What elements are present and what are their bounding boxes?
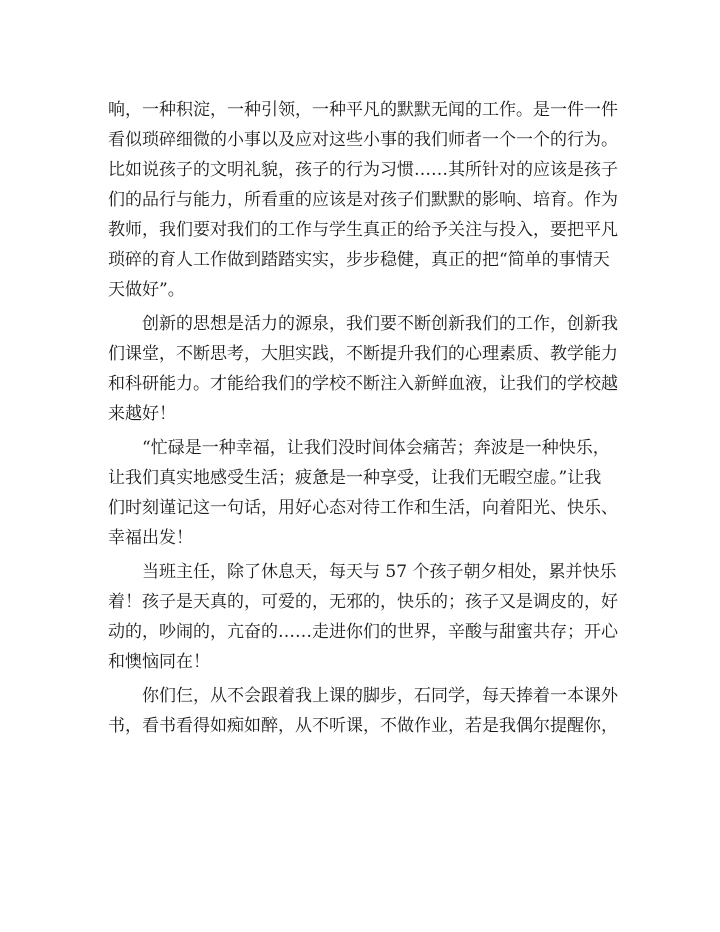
paragraph xyxy=(108,681,618,741)
text-line: 创新的思想是活力的源泉，我们要不断创新我们的工作，创新我 xyxy=(142,314,618,334)
text-line: 幸福出发！ xyxy=(108,528,193,548)
text-line: 书，看书看得如痴如醉，从不听课，不做作业，若是我偶尔提醒你， xyxy=(108,716,618,736)
text-line: 比如说孩子的文明礼貌，孩子的行为习惯……其所针对的应该是孩子 xyxy=(108,160,618,180)
paragraph xyxy=(108,95,618,305)
text-line: 天做好”。 xyxy=(108,280,185,300)
text-line: “忙碌是一种幸福，让我们没时间体会痛苦；奔波是一种快乐， xyxy=(142,438,610,458)
text-line: 看似琐碎细微的小事以及应对这些小事的我们师者一个一个的行为。 xyxy=(108,130,618,150)
text-line: 和懊恼同在！ xyxy=(108,652,210,672)
text-line: 响，一种积淀，一种引领，一种平凡的默默无闻的工作。是一件一件 xyxy=(108,100,618,120)
text-line: 们的品行与能力，所看重的应该是对孩子们默默的影响、培育。作为 xyxy=(108,190,618,210)
text-line: 琐碎的育人工作做到踏踏实实，步步稳健，真正的把“简单的事情天 xyxy=(108,250,610,270)
text-line: 和科研能力。才能给我们的学校不断注入新鲜血液，让我们的学校越 xyxy=(108,374,618,394)
paragraph xyxy=(108,309,618,429)
text-line: 让我们真实地感受生活；疲惫是一种享受，让我们无暇空虚。”让我 xyxy=(108,468,602,488)
text-line: 们时刻谨记这一句话，用好心态对待工作和生活，向着阳光、快乐、 xyxy=(108,498,618,518)
paragraph xyxy=(108,557,618,677)
text-line: 们课堂，不断思考，大胆实践，不断提升我们的心理素质、教学能力 xyxy=(108,344,618,364)
body-text xyxy=(108,95,618,741)
text-line: 教师，我们要对我们的工作与学生真正的给予关注与投入，要把平凡 xyxy=(108,220,618,240)
paragraph xyxy=(108,433,618,553)
text-line: 动的，吵闹的，亢奋的……走进你们的世界，辛酸与甜蜜共存；开心 xyxy=(108,622,618,642)
text-line: 着！孩子是天真的，可爱的，无邪的，快乐的；孩子又是调皮的，好 xyxy=(108,592,618,612)
text-line: 来越好！ xyxy=(108,404,176,424)
text-line: 当班主任，除了休息天，每天与 57 个孩子朝夕相处，累并快乐 xyxy=(142,562,617,582)
text-line: 你们仨，从不会跟着我上课的脚步，石同学，每天捧着一本课外 xyxy=(142,686,618,706)
